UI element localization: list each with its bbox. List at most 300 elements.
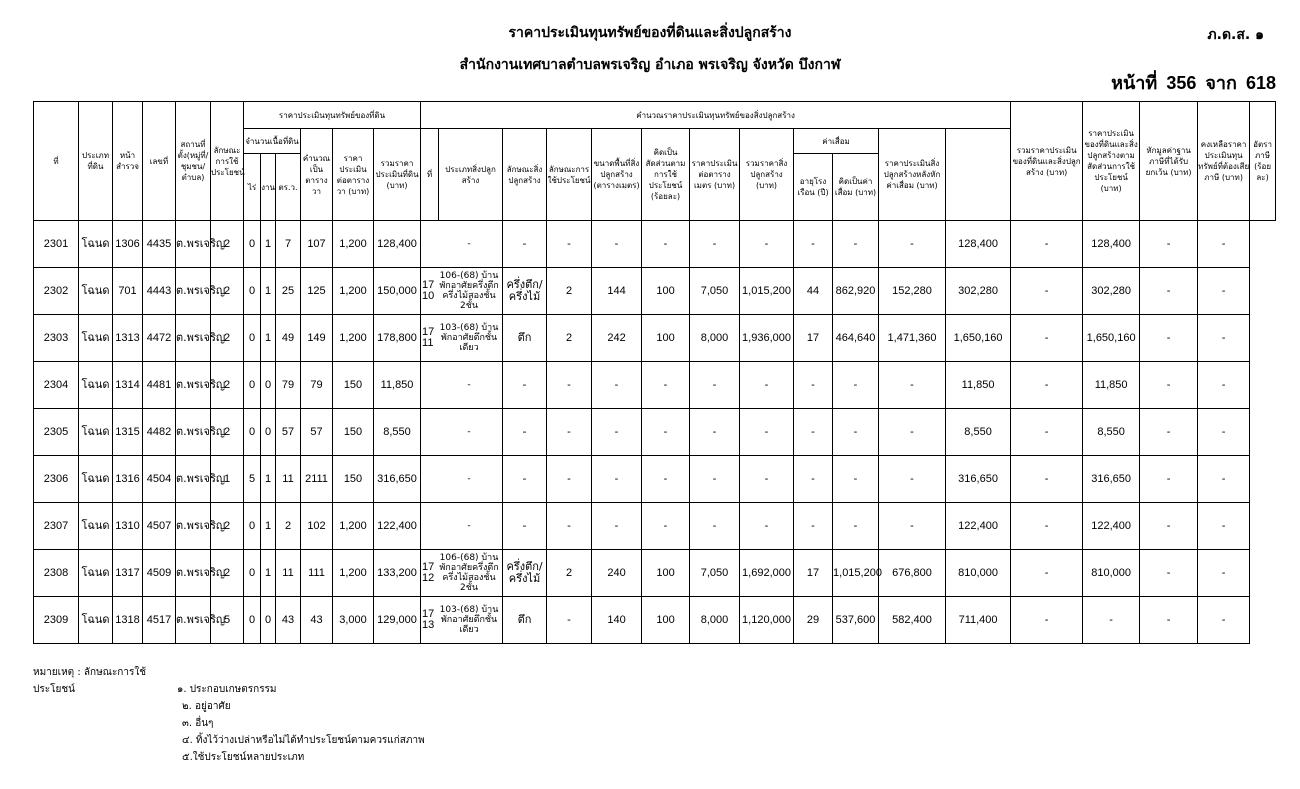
cell-ratio-price: - [1011,409,1083,456]
table-row [34,362,1276,409]
cell-total-bldg: 1,015,200 [740,268,794,315]
cell-survey-page: 1314 [113,362,143,409]
cell-tax-rate: - [1198,315,1250,362]
cell-land-type: โฉนด [79,503,113,550]
cell-price-per-sqm: - [690,221,740,268]
building-cell-content [421,380,502,390]
cell-bldg-type: - [467,474,471,484]
cell-age: 44 [794,268,833,315]
cell-price-per-wa: 1,200 [333,503,374,550]
cell-rai: 0 [244,268,261,315]
building-cell-content [421,521,502,531]
cell-bldg-after-depr: 1,471,360 [879,315,946,362]
cell-number: 4482 [143,409,176,456]
cell-bldg-area: 140 [592,597,642,644]
cell-bldg-no: 17 10 [422,279,435,302]
cell-bldg-after-depr: - [879,362,946,409]
cell-bldg-area: - [592,362,642,409]
col-header-remaining: คงเหลือราคาประเมินทุนทรัพย์ที่ต้องเสียภาษี (บาท) [1198,102,1250,221]
table-row [34,456,1276,503]
cell-bldg-after-depr: 152,280 [879,268,946,315]
cell-bldg-area: 242 [592,315,642,362]
col-header-bldg-char: ลักษณะสิ่งปลูกสร้าง [503,129,547,221]
footnote-item: ๑. ประกอบเกษตรกรรม [177,684,277,695]
cell-ngan: 1 [261,456,276,503]
cell-wa: 11 [276,550,301,597]
cell-deduction: 302,280 [1083,268,1140,315]
cell-number: 4443 [143,268,176,315]
col-group-land: ราคาประเมินทุนทรัพย์ของที่ดิน [244,102,421,129]
col-header-usage: ลักษณะการใช้ประโยชน์ [211,102,244,221]
cell-deduction: 8,550 [1083,409,1140,456]
cell-price-per-wa: 1,200 [333,268,374,315]
cell-bldg-char: - [503,503,547,550]
cell-price-per-sqm: 7,050 [690,550,740,597]
cell-number: 4481 [143,362,176,409]
cell-bldg-after-depr: - [879,503,946,550]
cell-tax-rate: - [1198,550,1250,597]
col-header-price-per-sqm: ราคาประเมินต่อตารางเมตร (บาท) [690,129,740,221]
cell-bldg-area: - [592,409,642,456]
cell-building [421,503,503,550]
cell-total-land: 133,200 [374,550,421,597]
col-header-price-per-wa: ราคาประเมินต่อตารางวา (บาท) [333,129,374,221]
footnotes [33,664,425,766]
cell-total-bldg: - [740,503,794,550]
cell-price-per-sqm: 7,050 [690,268,740,315]
col-header-ngan: งาน [261,154,276,221]
cell-bldg-usage: 2 [547,268,592,315]
col-group-depreciation: ค่าเสื่อม [794,129,879,154]
cell-total-bldg: - [740,221,794,268]
cell-usage-ratio: 100 [642,315,690,362]
col-header-tax-rate: อัตราภาษี (ร้อยละ) [1250,102,1276,221]
cell-price-per-sqm: 8,000 [690,597,740,644]
col-header-bldg-type: ประเภทสิ่งปลูกสร้าง [439,129,503,221]
cell-age: - [794,221,833,268]
cell-location: ต.พรเจริญ [176,456,211,503]
cell-bldg-after-depr: - [879,221,946,268]
cell-total-land-bldg: 8,550 [946,409,1011,456]
cell-total-land-bldg: 302,280 [946,268,1011,315]
cell-bldg-usage: - [547,221,592,268]
cell-bldg-char: - [503,221,547,268]
cell-survey-page: 1310 [113,503,143,550]
footnote-item: ๕.ใช้ประโยชน์หลายประเภท [182,752,305,763]
cell-deduction: 1,650,160 [1083,315,1140,362]
cell-usage: 1 [211,456,244,503]
cell-bldg-no: 17 12 [422,561,435,584]
cell-age: 17 [794,550,833,597]
cell-total-bldg: - [740,456,794,503]
cell-survey-page: 1318 [113,597,143,644]
cell-land-type: โฉนด [79,409,113,456]
cell-land-type: โฉนด [79,362,113,409]
cell-bldg-after-depr: 582,400 [879,597,946,644]
col-header-no: ที่ [34,102,79,221]
cell-depr: 862,920 [833,268,879,315]
cell-remaining: - [1140,221,1198,268]
cell-calc-wa: 43 [301,597,333,644]
table-row [34,409,1276,456]
cell-age: 29 [794,597,833,644]
cell-bldg-usage: 2 [547,315,592,362]
cell-depr: 464,640 [833,315,879,362]
cell-usage: 2 [211,409,244,456]
cell-land-type: โฉนด [79,597,113,644]
cell-price-per-wa: 150 [333,456,374,503]
page-label: หน้าที่ [1111,73,1158,93]
cell-location: ต.พรเจริญ [176,221,211,268]
building-cell-content [421,271,502,311]
cell-age: - [794,456,833,503]
cell-rai: 0 [244,503,261,550]
cell-bldg-after-depr: - [879,456,946,503]
col-header-bldg-usage: ลักษณะการใช้ประโยชน์ [547,129,592,221]
col-header-survey-page: หน้าสำรวจ [113,102,143,221]
cell-remaining: - [1140,268,1198,315]
cell-calc-wa: 107 [301,221,333,268]
cell-bldg-usage: 2 [547,550,592,597]
cell-ratio-price: - [1011,503,1083,550]
cell-total-land: 128,400 [374,221,421,268]
cell-survey-page: 1317 [113,550,143,597]
cell-bldg-char: ตึก [503,597,547,644]
document-subtitle: สำนักงานเทศบาลตำบลพรเจริญ อำเภอ พรเจริญ จังหวัด บึงกาฬ [459,57,841,73]
cell-no: 2306 [34,456,79,503]
cell-bldg-type: - [467,380,471,390]
cell-calc-wa: 2111 [301,456,333,503]
cell-total-bldg: 1,120,000 [740,597,794,644]
col-header-bldg-after-depr: ราคาประเมินสิ่งปลูกสร้างหลังหักค่าเสื่อม (บาท) [879,129,946,221]
cell-number: 4517 [143,597,176,644]
cell-remaining: - [1140,503,1198,550]
cell-usage: 5 [211,597,244,644]
cell-bldg-usage: - [547,456,592,503]
cell-building [421,550,503,597]
col-header-wa: ตร.ว. [276,154,301,221]
cell-total-land-bldg: 711,400 [946,597,1011,644]
building-cell-content [421,553,502,593]
cell-bldg-type: 106-(68) บ้านพักอาศัยครึ่งตึกครึ่งไม้สองชั้น 2ชั้น [439,271,499,311]
cell-price-per-wa: 150 [333,409,374,456]
cell-location: ต.พรเจริญ [176,597,211,644]
cell-price-per-sqm: - [690,503,740,550]
cell-usage-ratio: 100 [642,550,690,597]
cell-bldg-no: 17 11 [422,326,435,349]
cell-number: 4509 [143,550,176,597]
cell-usage: 2 [211,362,244,409]
footnote-item: ๓. อื่นๆ [182,718,214,729]
cell-no: 2308 [34,550,79,597]
cell-usage-ratio: 100 [642,268,690,315]
cell-total-land-bldg: 128,400 [946,221,1011,268]
cell-ngan: 0 [261,597,276,644]
cell-total-land-bldg: 122,400 [946,503,1011,550]
cell-bldg-type: 103-(68) บ้านพักอาศัยตึกชั้นเดียว [439,605,499,635]
cell-calc-wa: 102 [301,503,333,550]
col-header-bldg-area: ขนาดพื้นที่สิ่งปลูกสร้าง (ตารางเมตร) [592,129,642,221]
cell-usage-ratio: - [642,221,690,268]
cell-total-land-bldg: 11,850 [946,362,1011,409]
cell-remaining: - [1140,550,1198,597]
cell-no: 2303 [34,315,79,362]
col-header-usage-ratio: คิดเป็นสัดส่วนตามการใช้ประโยชน์ (ร้อยละ) [642,129,690,221]
cell-ngan: 0 [261,362,276,409]
cell-location: ต.พรเจริญ [176,362,211,409]
col-header-number: เลขที่ [143,102,176,221]
cell-deduction: - [1083,597,1140,644]
cell-total-land-bldg: 316,650 [946,456,1011,503]
cell-depr: 537,600 [833,597,879,644]
table-row [34,268,1276,315]
cell-age: - [794,362,833,409]
cell-total-bldg: 1,692,000 [740,550,794,597]
cell-usage: 2 [211,268,244,315]
cell-calc-wa: 79 [301,362,333,409]
cell-price-per-sqm: - [690,409,740,456]
footnote-item: ๒. อยู่อาศัย [182,701,231,712]
cell-wa: 7 [276,221,301,268]
cell-ratio-price: - [1011,268,1083,315]
cell-rai: 0 [244,362,261,409]
cell-building [421,409,503,456]
cell-bldg-area: 144 [592,268,642,315]
cell-no: 2305 [34,409,79,456]
cell-ngan: 1 [261,315,276,362]
cell-ratio-price: - [1011,315,1083,362]
cell-deduction: 122,400 [1083,503,1140,550]
cell-total-land-bldg: 1,650,160 [946,315,1011,362]
cell-bldg-type: 103-(68) บ้านพักอาศัยตึกชั้นเดียว [439,323,499,353]
cell-usage-ratio: - [642,409,690,456]
page-total: 618 [1245,73,1276,93]
table-row [34,315,1276,362]
cell-price-per-wa: 150 [333,362,374,409]
col-header-bldg-no: ที่ [421,129,439,221]
cell-price-per-sqm: 8,000 [690,315,740,362]
col-header-total-land-bldg: รวมราคาประเมินของที่ดินและสิ่งปลูกสร้าง (บาท) [1011,102,1083,221]
cell-deduction: 128,400 [1083,221,1140,268]
cell-survey-page: 1315 [113,409,143,456]
cell-wa: 43 [276,597,301,644]
cell-survey-page: 1313 [113,315,143,362]
cell-depr: - [833,362,879,409]
col-header-location: สถานที่ตั้ง(หมู่ที่/ชุมชน/ตำบล) [176,102,211,221]
cell-bldg-after-depr: 676,800 [879,550,946,597]
page-current: 356 [1166,73,1197,93]
cell-building [421,597,503,644]
col-header-land-type: ประเภทที่ดิน [79,102,113,221]
cell-rai: 0 [244,597,261,644]
cell-price-per-wa: 1,200 [333,221,374,268]
cell-tax-rate: - [1198,503,1250,550]
cell-usage-ratio: - [642,503,690,550]
cell-ratio-price: - [1011,597,1083,644]
cell-land-type: โฉนด [79,315,113,362]
cell-tax-rate: - [1198,409,1250,456]
building-cell-content [421,605,502,635]
cell-bldg-area: - [592,221,642,268]
cell-usage: 2 [211,221,244,268]
cell-calc-wa: 125 [301,268,333,315]
cell-deduction: 810,000 [1083,550,1140,597]
cell-ratio-price: - [1011,456,1083,503]
cell-bldg-after-depr: - [879,409,946,456]
cell-bldg-type: - [467,239,471,249]
document-title: ราคาประเมินทุนทรัพย์ของที่ดินและสิ่งปลูกสร้าง [508,25,792,41]
cell-age: - [794,409,833,456]
col-header-ratio-price: ราคาประเมินของที่ดินและสิ่งปลูกสร้างตามสัดส่วนการใช้ประโยชน์ (บาท) [1083,102,1140,221]
cell-number: 4507 [143,503,176,550]
cell-total-land: 316,650 [374,456,421,503]
cell-total-land: 150,000 [374,268,421,315]
cell-location: ต.พรเจริญ [176,503,211,550]
page-indicator [1107,68,1276,97]
cell-building [421,221,503,268]
cell-remaining: - [1140,409,1198,456]
table-row [34,221,1276,268]
cell-age: - [794,503,833,550]
cell-location: ต.พรเจริญ [176,550,211,597]
cell-calc-wa: 111 [301,550,333,597]
cell-wa: 79 [276,362,301,409]
cell-wa: 25 [276,268,301,315]
cell-building [421,268,503,315]
cell-remaining: - [1140,597,1198,644]
cell-tax-rate: - [1198,597,1250,644]
table-body [34,221,1276,644]
cell-remaining: - [1140,456,1198,503]
cell-usage-ratio: 100 [642,597,690,644]
cell-total-bldg: - [740,362,794,409]
cell-rai: 0 [244,550,261,597]
cell-bldg-area: 240 [592,550,642,597]
cell-depr: - [833,456,879,503]
building-cell-content [421,427,502,437]
cell-ngan: 1 [261,550,276,597]
cell-bldg-char: ตึก [503,315,547,362]
form-code: ภ.ด.ส. ๑ [1207,27,1264,43]
cell-location: ต.พรเจริญ [176,268,211,315]
cell-tax-rate: - [1198,221,1250,268]
cell-usage-ratio: - [642,456,690,503]
building-cell-content [421,323,502,353]
cell-survey-page: 701 [113,268,143,315]
col-header-total-bldg: รวมราคาสิ่งปลูกสร้าง (บาท) [740,129,794,221]
cell-ratio-price: - [1011,362,1083,409]
cell-bldg-usage: - [547,503,592,550]
cell-depr: - [833,221,879,268]
cell-land-type: โฉนด [79,456,113,503]
cell-age: 17 [794,315,833,362]
cell-no: 2301 [34,221,79,268]
cell-land-type: โฉนด [79,550,113,597]
cell-bldg-area: - [592,456,642,503]
cell-number: 4472 [143,315,176,362]
cell-bldg-no: 17 13 [422,608,435,631]
cell-price-per-wa: 1,200 [333,315,374,362]
cell-total-land-bldg: 810,000 [946,550,1011,597]
cell-price-per-sqm: - [690,362,740,409]
col-header-deduction: หักมูลค่าฐานภาษีที่ได้รับยกเว้น (บาท) [1140,102,1198,221]
cell-remaining: - [1140,362,1198,409]
col-header-total-land: รวมราคาประเมินที่ดิน (บาท) [374,129,421,221]
cell-land-type: โฉนด [79,221,113,268]
cell-remaining: - [1140,315,1198,362]
cell-wa: 57 [276,409,301,456]
cell-survey-page: 1316 [113,456,143,503]
cell-total-land: 122,400 [374,503,421,550]
cell-total-land: 178,800 [374,315,421,362]
cell-ratio-price: - [1011,550,1083,597]
col-header-rai: ไร่ [244,154,261,221]
footnote-first-line [33,664,425,698]
footnote-item: ๔. ทิ้งไว้ว่างเปล่าหรือไม่ได้ทำประโยชน์ตามควรแก่สภาพ [182,735,425,746]
cell-bldg-area: - [592,503,642,550]
cell-no: 2304 [34,362,79,409]
cell-building [421,315,503,362]
col-group-building: คำนวณราคาประเมินทุนทรัพย์ของสิ่งปลูกสร้าง [421,102,1011,129]
cell-bldg-char: - [503,409,547,456]
table-row [34,550,1276,597]
cell-bldg-char: ครึ่งตึก/ครึ่งไม้ [503,550,547,597]
cell-deduction: 316,650 [1083,456,1140,503]
cell-wa: 49 [276,315,301,362]
cell-land-type: โฉนด [79,268,113,315]
cell-ngan: 1 [261,503,276,550]
building-cell-content [421,474,502,484]
cell-ngan: 1 [261,221,276,268]
cell-ratio-price: - [1011,221,1083,268]
table-row [34,597,1276,644]
cell-price-per-wa: 3,000 [333,597,374,644]
assessment-table [33,101,1276,644]
cell-ngan: 0 [261,409,276,456]
cell-survey-page: 1306 [113,221,143,268]
cell-depr: - [833,409,879,456]
cell-wa: 11 [276,456,301,503]
building-cell-content [421,239,502,249]
footnote-label: หมายเหตุ : ลักษณะการใช้ประโยชน์ [33,667,147,695]
cell-total-bldg: 1,936,000 [740,315,794,362]
cell-bldg-usage: - [547,597,592,644]
cell-total-land: 8,550 [374,409,421,456]
cell-no: 2302 [34,268,79,315]
cell-calc-wa: 149 [301,315,333,362]
cell-calc-wa: 57 [301,409,333,456]
cell-tax-rate: - [1198,268,1250,315]
cell-total-land: 129,000 [374,597,421,644]
cell-ngan: 1 [261,268,276,315]
cell-rai: 0 [244,315,261,362]
cell-bldg-char: - [503,456,547,503]
cell-total-land: 11,850 [374,362,421,409]
col-group-area: จำนวนเนื้อที่ดิน [244,129,301,154]
cell-tax-rate: - [1198,362,1250,409]
col-header-depreciation: คิดเป็นค่าเสื่อม (บาท) [833,154,879,221]
cell-location: ต.พรเจริญ [176,315,211,362]
cell-number: 4435 [143,221,176,268]
cell-bldg-usage: - [547,362,592,409]
cell-rai: 0 [244,221,261,268]
cell-bldg-type: - [467,427,471,437]
cell-no: 2309 [34,597,79,644]
cell-bldg-char: - [503,362,547,409]
col-header-calc-wa: คำนวณเป็นตารางวา [301,129,333,221]
cell-wa: 2 [276,503,301,550]
cell-building [421,456,503,503]
